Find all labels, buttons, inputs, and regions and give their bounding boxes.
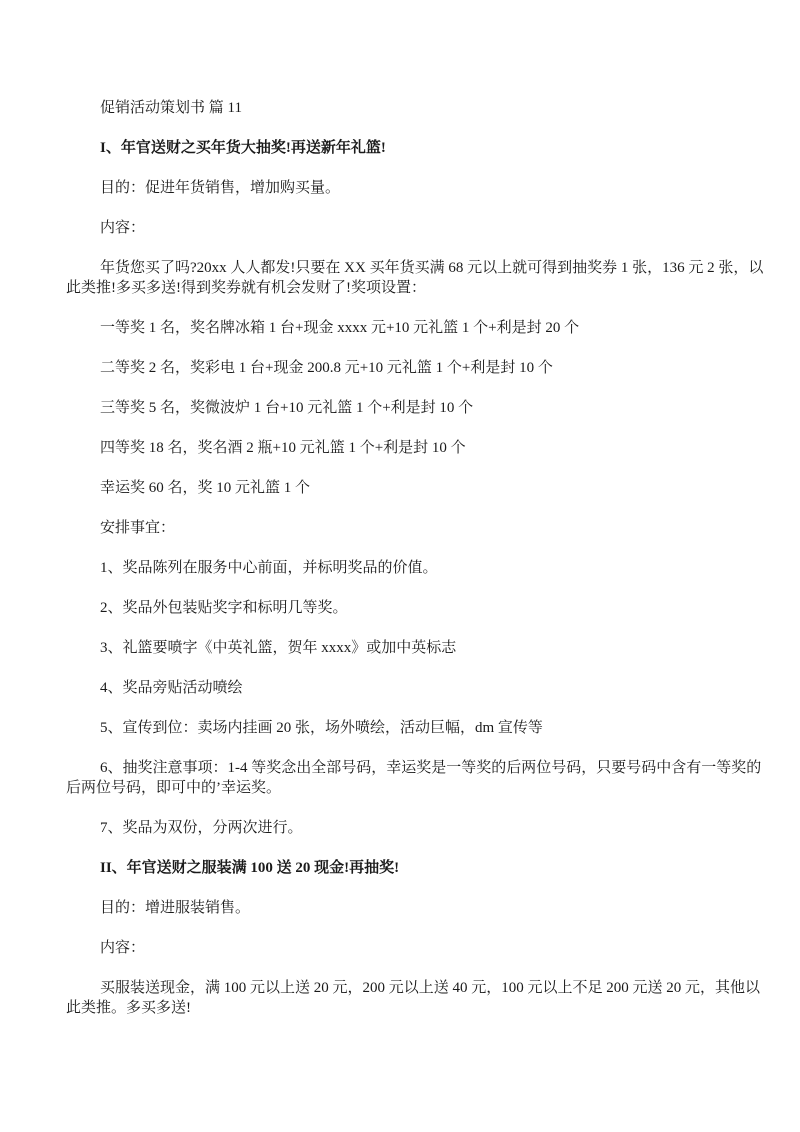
text-line: 三等奖 5 名，奖微波炉 1 台+10 元礼篮 1 个+利是封 10 个 [100, 400, 474, 416]
paragraph [66, 318, 730, 338]
text-line: 内容： [100, 220, 146, 236]
paragraph [66, 438, 730, 458]
section-heading [66, 858, 730, 878]
text-line: 一等奖 1 名，奖名牌冰箱 1 台+现金 xxxx 元+10 元礼篮 1 个+利是封 20 个 [100, 320, 580, 336]
paragraph [66, 818, 730, 838]
text-line: I、年官送财之买年货大抽奖!再送新年礼篮! [100, 140, 386, 156]
text-line: 目的：促进年货销售，增加购买量。 [100, 180, 341, 196]
text-line: II、年官送财之服装满 100 送 20 现金!再抽奖! [100, 860, 400, 876]
text-line: 后两位号码，即可中的’幸运奖。 [66, 780, 281, 796]
paragraph [66, 518, 730, 538]
paragraph [66, 598, 730, 618]
document-title [66, 98, 730, 118]
paragraph [66, 178, 730, 198]
text-line: 此类推!多买多送!得到奖券就有机会发财了!奖项设置： [66, 280, 426, 296]
section-heading [66, 138, 730, 158]
paragraph [66, 678, 730, 698]
text-line: 5、宣传到位：卖场内挂画 20 张，场外喷绘，活动巨幅，dm 宣传等 [100, 720, 543, 736]
paragraph [66, 898, 730, 918]
text-line: 4、奖品旁贴活动喷绘 [100, 680, 243, 696]
paragraph [66, 478, 730, 498]
text-line: 促销活动策划书 篇 11 [100, 100, 242, 116]
paragraph [66, 938, 730, 958]
text-line: 6、抽奖注意事项：1-4 等奖念出全部号码，幸运奖是一等奖的后两位号码，只要号码中含有一等奖的 [100, 760, 762, 776]
paragraph [66, 978, 761, 1018]
text-line: 二等奖 2 名，奖彩电 1 台+现金 200.8 元+10 元礼篮 1 个+利是封 10 个 [100, 360, 553, 376]
text-line: 幸运奖 60 名，奖 10 元礼篮 1 个 [100, 480, 311, 496]
text-line: 年货您买了吗?20xx 人人都发!只要在 XX 买年货买满 68 元以上就可得到抽奖券 1 张，136 元 2 张，以 [100, 260, 764, 276]
text-line: 安排事宜： [100, 520, 176, 536]
paragraph [66, 358, 730, 378]
paragraph [66, 638, 730, 658]
text-line: 2、奖品外包装贴奖字和标明几等奖。 [100, 600, 348, 616]
paragraph [66, 718, 730, 738]
paragraph [66, 558, 730, 578]
text-line: 买服装送现金，满 100 元以上送 20 元，200 元以上送 40 元，100 元以上不足 200 元送 20 元，其他以 [100, 980, 761, 996]
paragraph [66, 758, 762, 798]
text-line: 3、礼篮要喷字《中英礼篮，贺年 xxxx》或加中英标志 [100, 640, 457, 656]
paragraph [66, 258, 764, 298]
text-line: 四等奖 18 名，奖名酒 2 瓶+10 元礼篮 1 个+利是封 10 个 [100, 440, 466, 456]
text-line: 内容： [100, 940, 146, 956]
text-line: 7、奖品为双份，分两次进行。 [100, 820, 303, 836]
paragraph [66, 398, 730, 418]
text-line: 目的：增进服装销售。 [100, 900, 251, 916]
text-line: 此类推。多买多送! [66, 1000, 191, 1016]
text-line: 1、奖品陈列在服务中心前面，并标明奖品的价值。 [100, 560, 438, 576]
paragraph [66, 218, 730, 238]
